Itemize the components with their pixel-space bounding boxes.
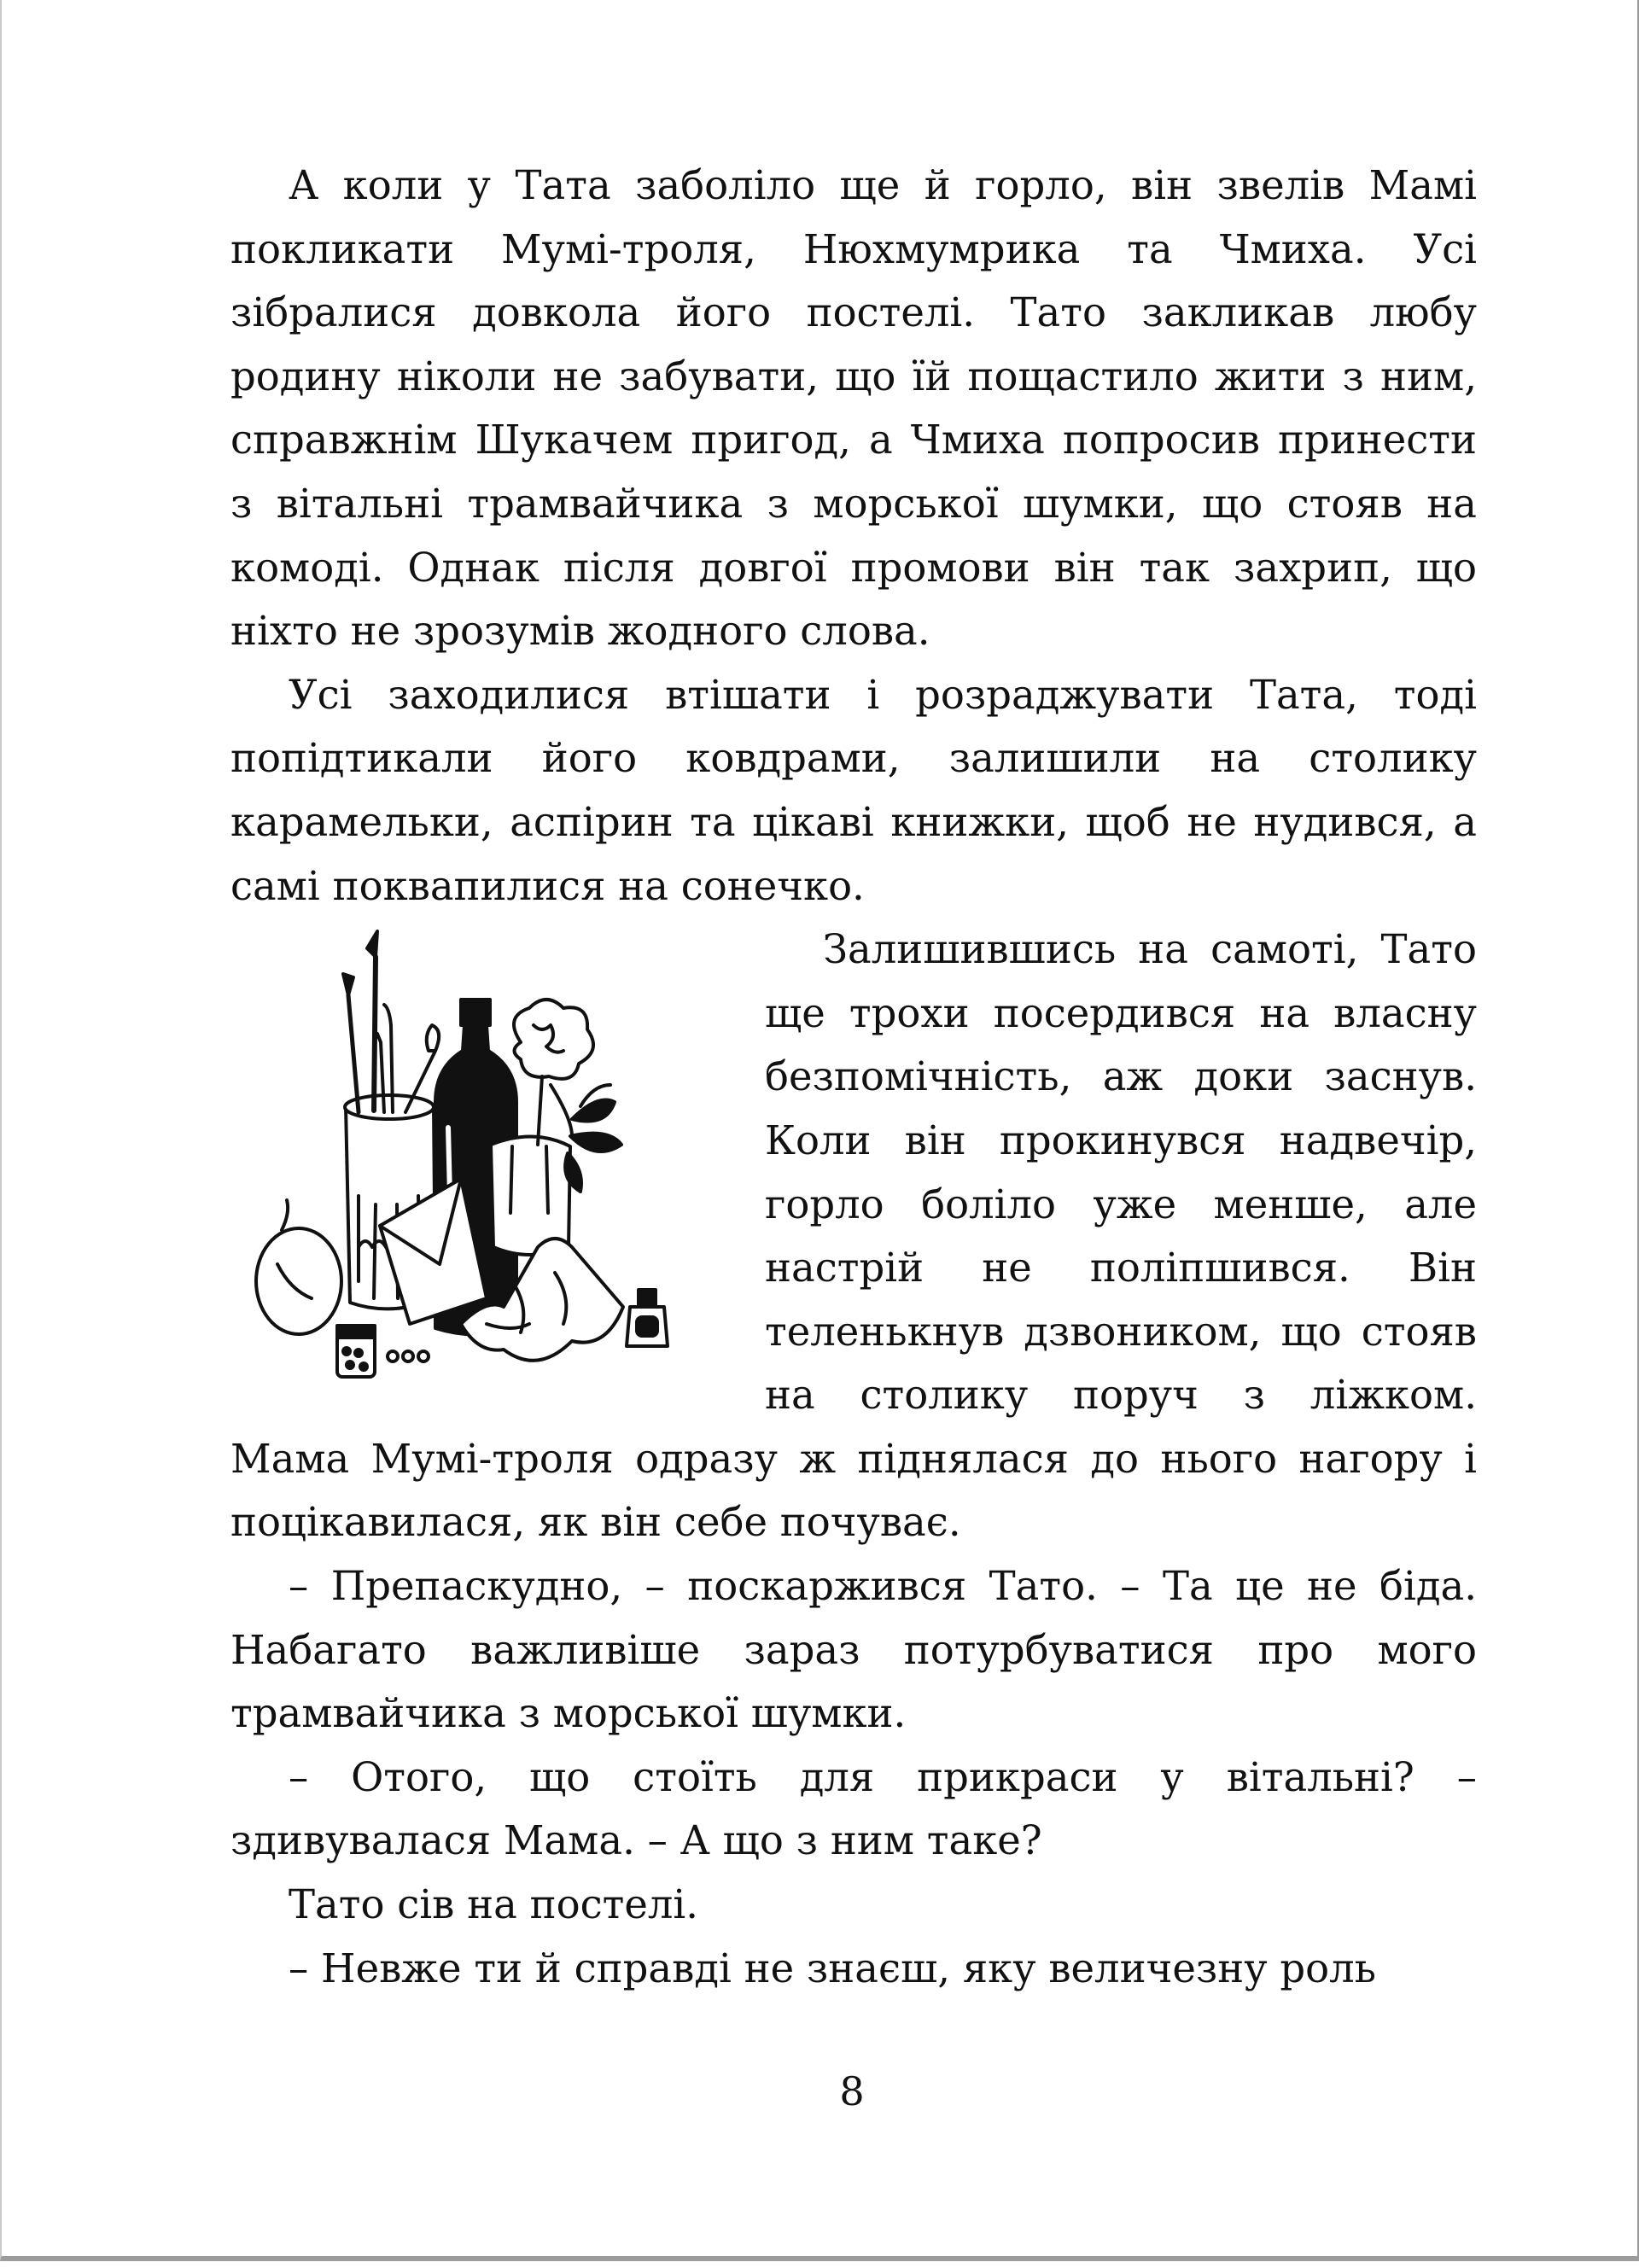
paragraph-6: Тато сів на постелі. xyxy=(289,1881,699,1928)
paragraph-7: – Невже ти й справді не знаєш, яку величезну роль xyxy=(289,1944,1376,1991)
paragraph-3: Залишившись на самоті, Тато ще трохи посердився на власну безпомічність, аж доки заснув. Коли він прокинувся надвечір, горло боліло уже менше, але настрій не поліпшився. Він теленькнув дзвоником, що стояв на столику поруч з ліжком. Мама Мумі-троля одразу ж піднялася до нього нагору і поцікавилася, як він себе почуває. xyxy=(230,926,1477,1546)
body-text xyxy=(230,154,1477,2000)
page-number: 8 xyxy=(839,2068,865,2114)
still-life-illustration-icon xyxy=(230,923,734,1401)
paragraph-1: А коли у Тата заболіло ще й горло, він звелів Мамі покликати Мумі-троля, Нюхмумрика та Чмиха. Усі зібралися довкола його постелі. Тато закликав любу родину ніколи не забувати, що їй пощастило жити з ним, справжнім Шукачем пригод, а Чмиха попросив принести з вітальні трамвайчика з морської шумки, що стояв на комоді. Однак після довгої промови він так захрип, що ніхто не зрозумів жодного слова. xyxy=(230,162,1477,655)
paragraph-5: – Отого, що стоїть для прикраси у вітальні? – здивувалася Мама. – А що з ним таке? xyxy=(230,1753,1477,1864)
paragraph-2: Усі заходилися втішати і розраджувати Тата, тоді попідтикали його ковдрами, залишили на столику карамельки, аспірин та цікаві книжки, щоб не нудився, а самі поквапилися на сонечко. xyxy=(230,671,1477,909)
paragraph-4: – Препаскудно, – поскаржився Тато. – Та це не біда. Набагато важливіше зараз потурбуватися про мого трамвайчика з морської шумки. xyxy=(230,1563,1477,1737)
